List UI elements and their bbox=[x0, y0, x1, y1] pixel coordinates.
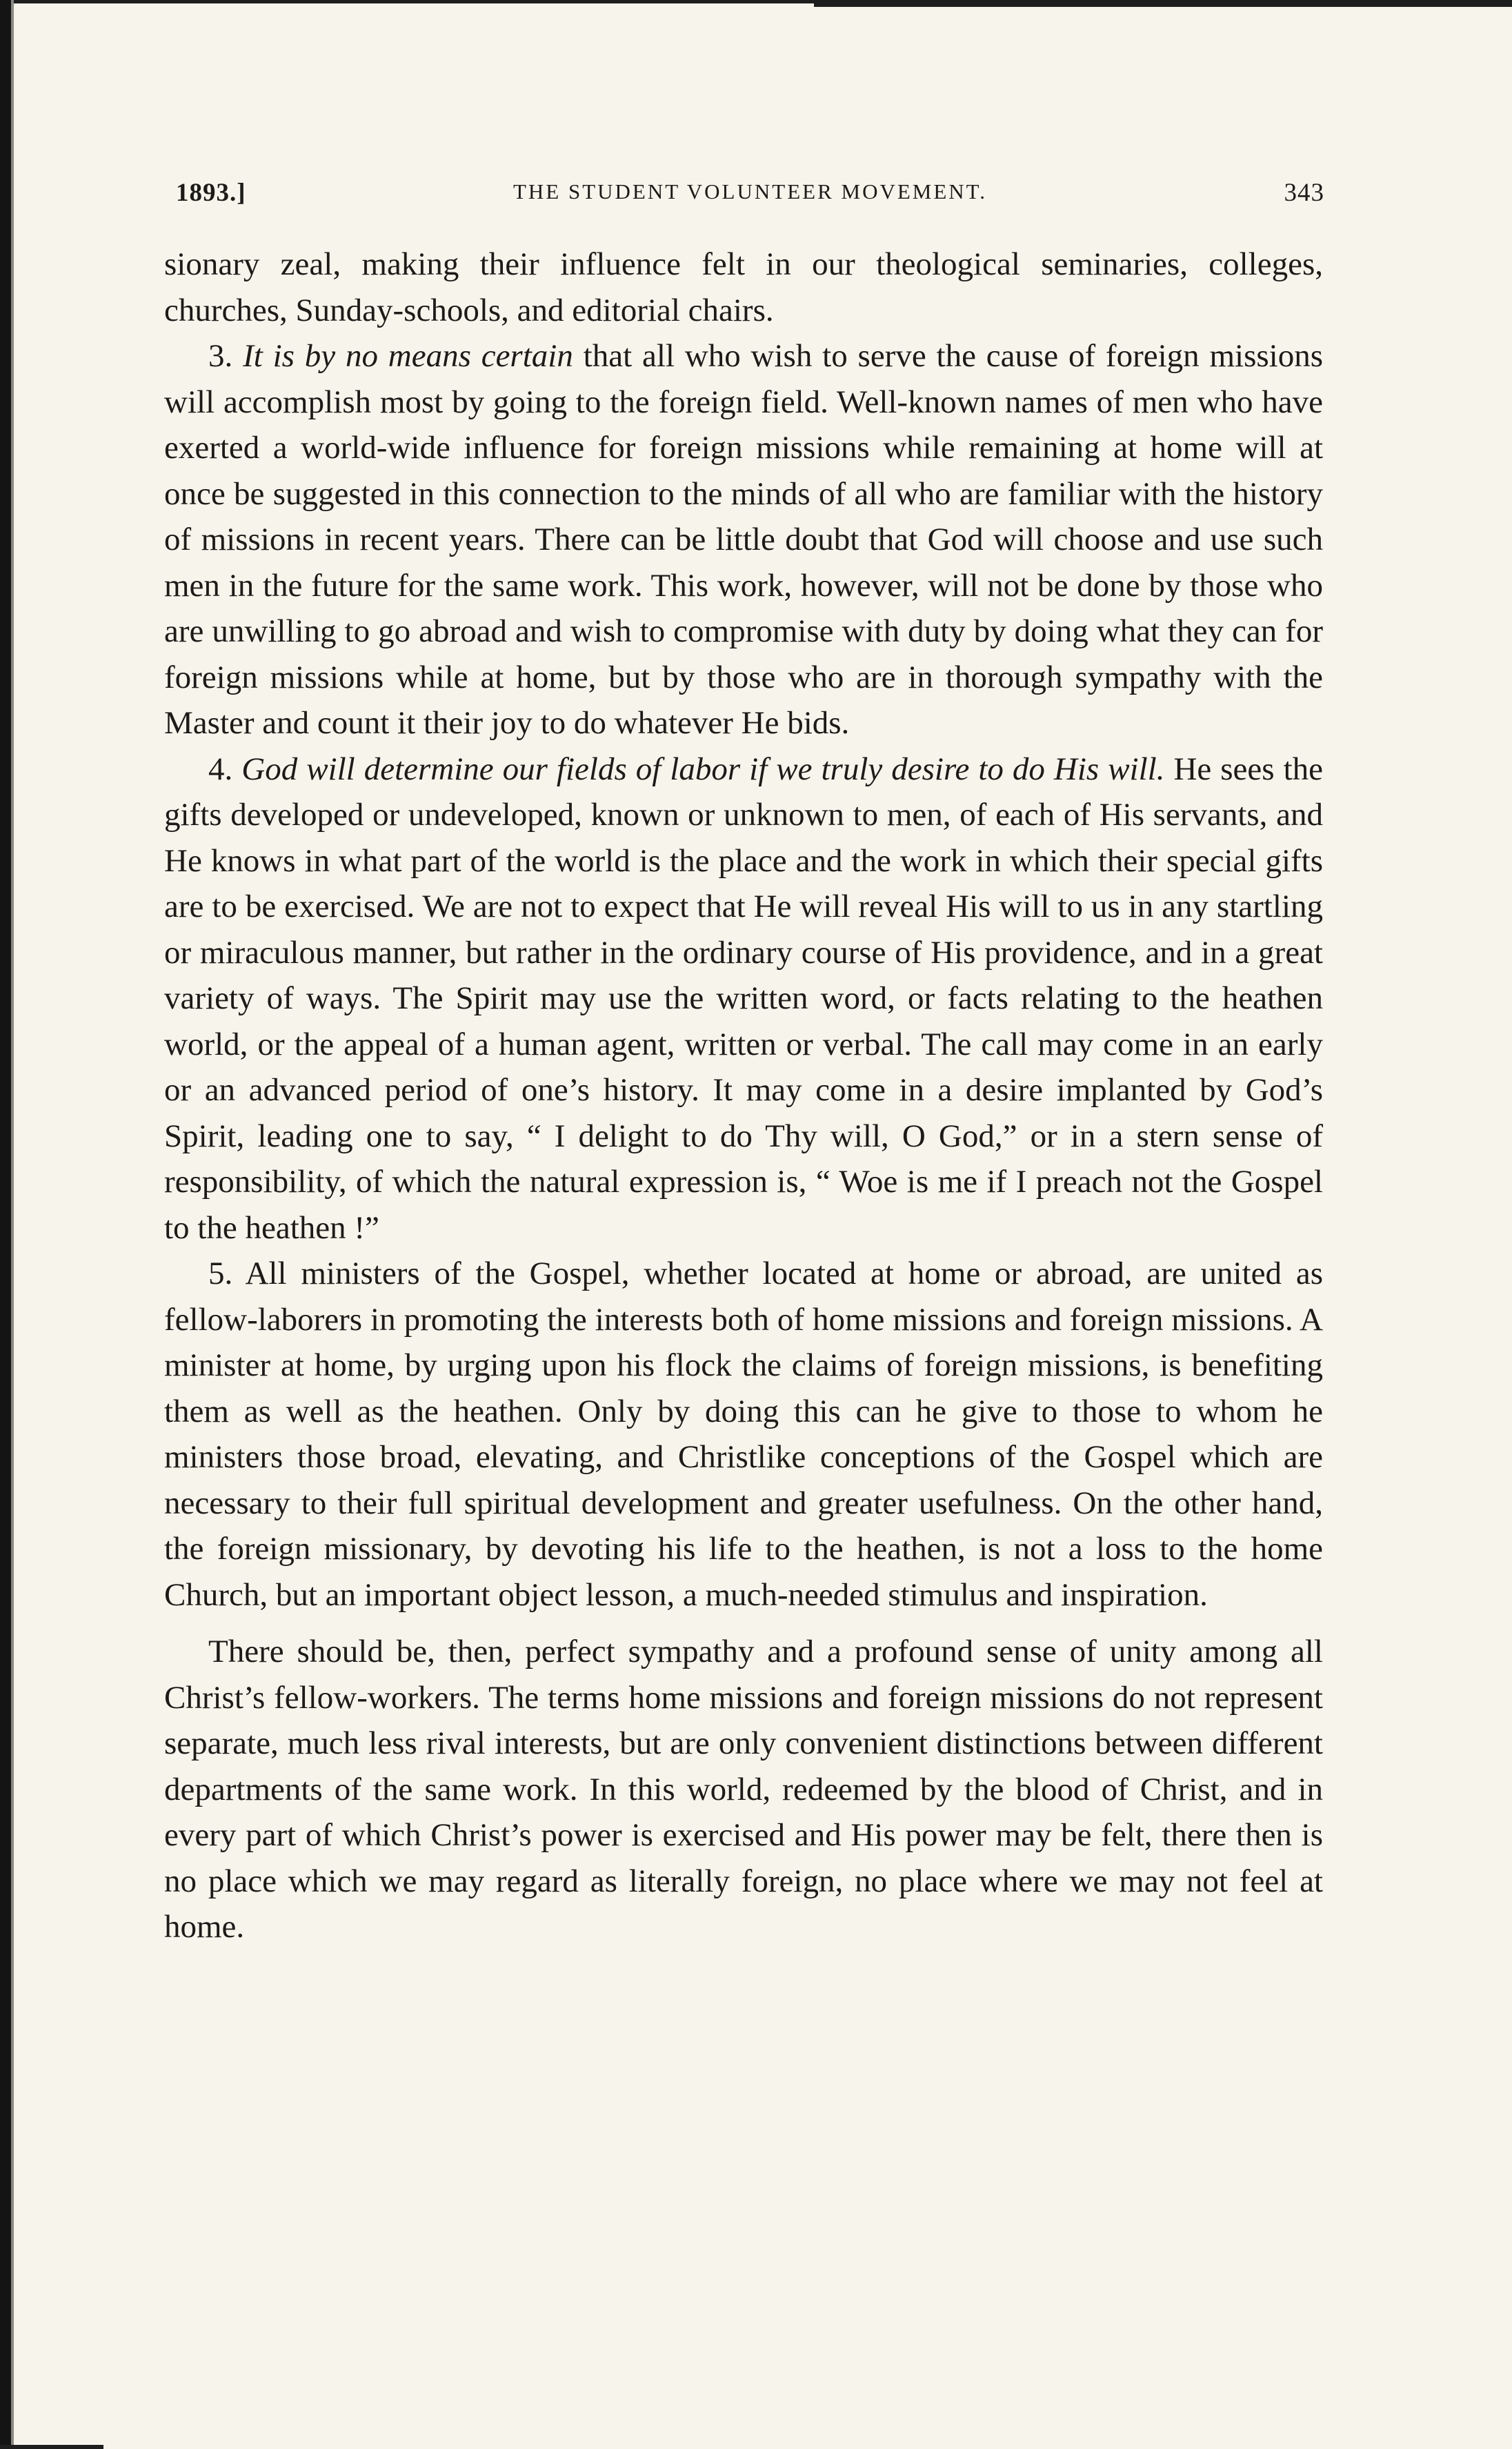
point-heading: God will determine our fields of labor if we truly desire to do His will. bbox=[241, 751, 1165, 787]
scan-left-shadow bbox=[11, 0, 14, 2449]
point-number: 4. bbox=[208, 751, 233, 787]
body-text bbox=[164, 241, 1323, 1950]
paragraph-point-3 bbox=[164, 333, 1323, 746]
page-number: 343 bbox=[1284, 179, 1324, 207]
running-title: THE STUDENT VOLUNTEER MOVEMENT. bbox=[513, 179, 988, 204]
paragraph-point-4 bbox=[164, 746, 1323, 1251]
scan-left-edge bbox=[0, 0, 11, 2449]
scan-top-edge bbox=[0, 0, 1512, 10]
running-head bbox=[176, 178, 1324, 219]
paragraph-conclusion: There should be, then, perfect sympathy and a profound sense of unity among all Christ’s fellow-workers. The terms home missions and foreign missions do not represent separate, much less rival interests, but are only convenient distinctions between different departments of the same work. In this world, redeemed by the blood of Christ, and in every part of which Christ’s power is exercised and His power may be felt, there then is no place which we may regard as literally foreign, no place where we may not feel at home. bbox=[164, 1634, 1323, 1945]
header-year: 1893.] bbox=[176, 179, 246, 207]
point-heading: It is by no means certain bbox=[243, 338, 573, 374]
paragraph-continuation: sionary zeal, making their influence felt in our theological seminaries, colleges, churches, Sunday-schools, and editorial chairs. bbox=[164, 246, 1323, 328]
point-body: that all who wish to serve the cause of foreign missions will accomplish most by going to the foreign field. Well-known names of men who have exerted a world-wide influence for foreign missions while remaining at home will at once be suggested in this connection to the minds of all who are familiar with the history of missions in recent years. There can be little doubt that God will choose and use such men in the future for the same work. This work, however, will not be done by those who are unwilling to go abroad and wish to compromise with duty by doing what they can for foreign missions while at home, but by those who are in thorough sympathy with the Master and count it their joy to do whatever He bids. bbox=[164, 338, 1324, 741]
point-body: He sees the gifts developed or undeveloped, known or unknown to men, of each of His servants, and He knows in what part of the world is the place and the work in which their special gifts are to be exercised. We are not to expect that He will reveal His will to us in any startling or miraculous manner, but rather in the ordinary course of His providence, and in a great variety of ways. The Spirit may use the written word, or facts relating to the heathen world, or the appeal of a human agent, written or verbal. The call may come in an early or an advanced period of one’s history. It may come in a desire implanted by God’s Spirit, leading one to say, “ I delight to do Thy will, O God,” or in a stern sense of responsibility, of which the natural expression is, “ Woe is me if I preach not the Gospel to the heathen !” bbox=[164, 751, 1323, 1246]
paragraph-point-5: 5. All ministers of the Gospel, whether located at home or abroad, are united as fellow-laborers in promoting the interests both of home missions and foreign missions. A minister at home, by urging upon his flock the claims of foreign missions, is benefiting them as well as the heathen. Only by doing this can he give to those to whom he ministers those broad, elevating, and Christlike conceptions of the Gospel which are necessary to their full spiritual development and greater usefulness. On the other hand, the foreign missionary, by devoting his life to the heathen, is not a loss to the home Church, but an important object lesson, a much-needed stimulus and inspiration. bbox=[164, 1256, 1323, 1613]
point-number: 3. bbox=[208, 338, 233, 374]
scan-bottom-edge bbox=[0, 2445, 103, 2449]
